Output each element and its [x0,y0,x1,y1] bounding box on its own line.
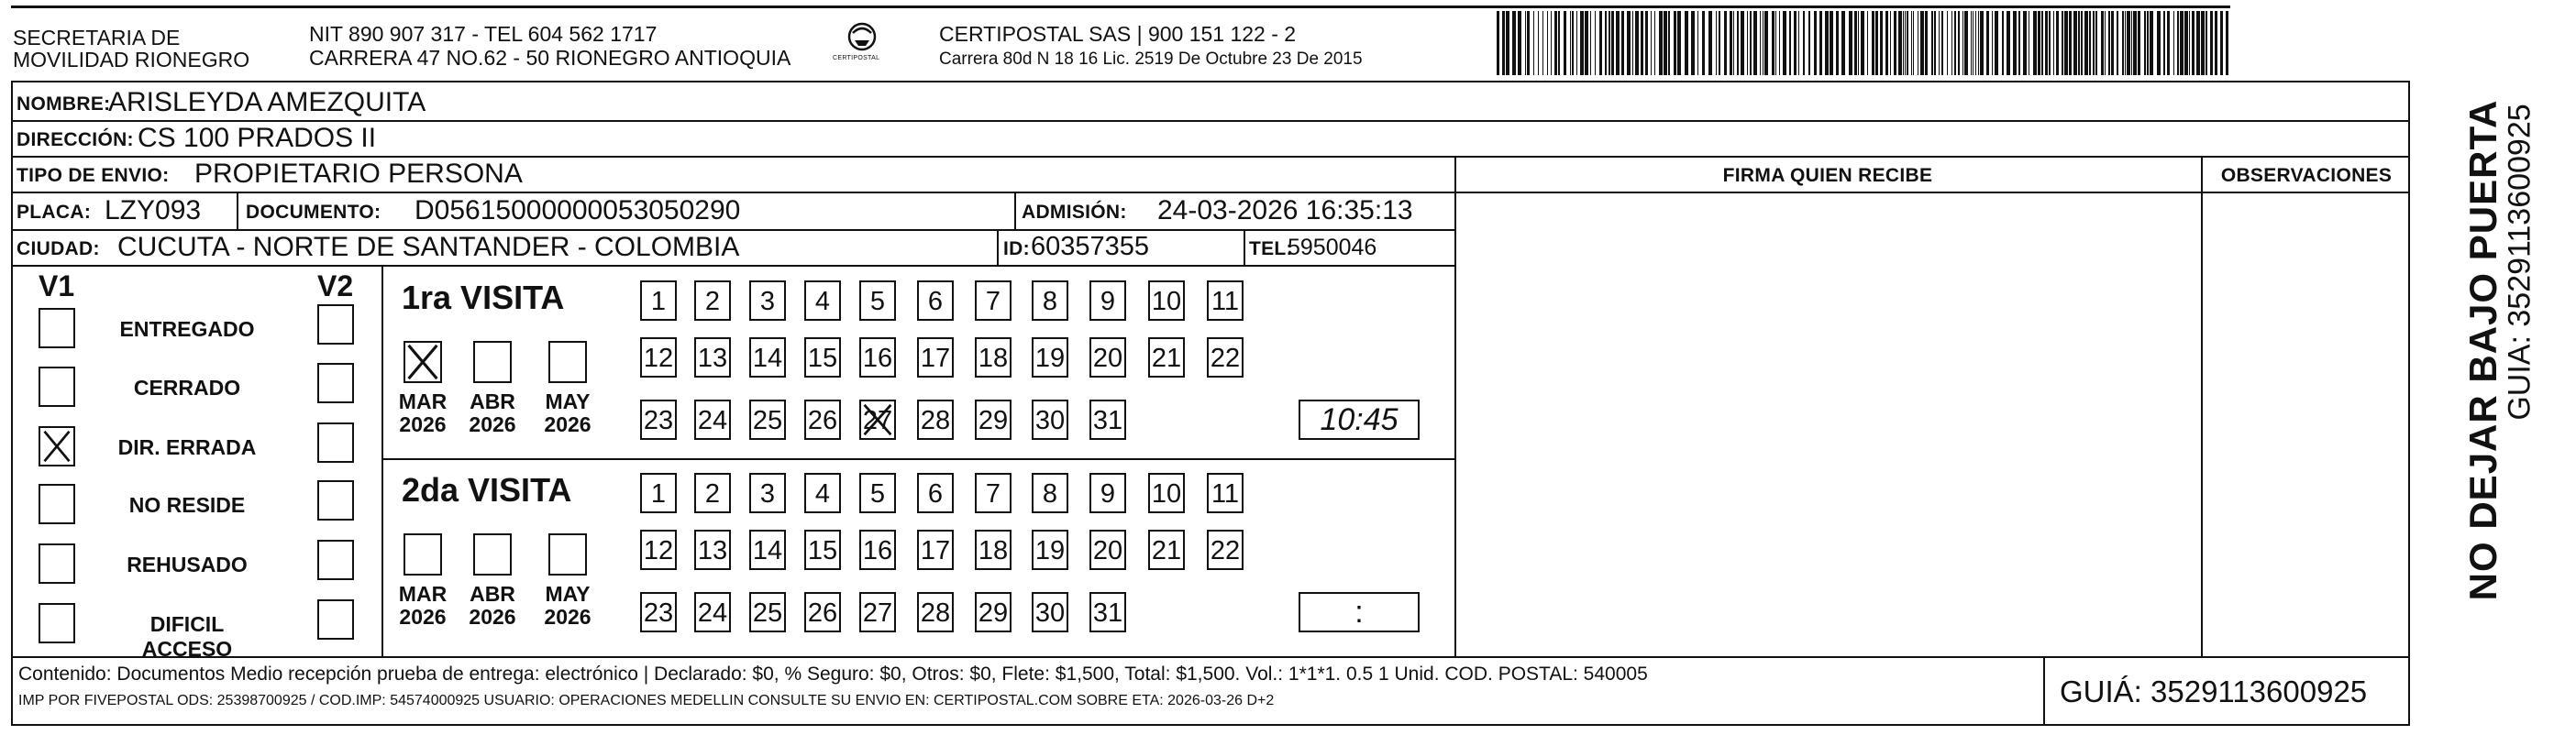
day-number: 27 [862,406,893,435]
day-box[interactable]: 30 [1032,400,1068,440]
month-label [460,583,525,629]
day-box[interactable]: 2 [694,280,731,321]
carrier-license: Carrera 80d N 18 16 Lic. 2519 De Octubre 23 De 2015 [939,49,1363,69]
visit-divider [381,458,1456,460]
issuer-line-1: SECRETARIA DE [13,26,181,49]
footer-guia-box: GUIÁ: 3529113600925 [2060,675,2368,708]
v1-checkbox[interactable] [39,308,75,348]
day-box[interactable]: 16 [859,337,896,378]
day-box[interactable]: 8 [1032,280,1068,321]
month-year: 2026 [469,412,516,436]
row-rule [11,265,1456,267]
admision-label: ADMISIÓN: [1022,202,1127,223]
obs-left-rule [2201,156,2203,656]
tel-label: TEL: [1249,238,1293,259]
day-box[interactable]: 14 [749,337,786,378]
day-box[interactable]: 6 [917,280,954,321]
day-box[interactable]: 12 [640,337,677,378]
day-box[interactable]: 26 [804,400,841,440]
month-year: 2026 [399,605,447,629]
month-label [460,390,525,436]
row-rule [11,156,2410,158]
row-rule [11,192,1456,193]
day-box[interactable]: 28 [917,400,954,440]
nit-line: NIT 890 907 317 - TEL 604 562 1717 [309,22,658,46]
v2-checkbox[interactable] [317,363,354,403]
day-box[interactable]: 14 [749,530,786,570]
day-box[interactable]: 11 [1207,473,1244,513]
day-box[interactable]: 19 [1032,530,1068,570]
day-box[interactable]: 11 [1207,280,1244,321]
tel-value: 5950046 [1288,235,1377,260]
month-label [536,390,600,436]
day-box[interactable]: 23 [640,400,677,440]
address-line: CARRERA 47 NO.62 - 50 RIONEGRO ANTIOQUIA [309,46,791,70]
month-year: 2026 [399,412,447,436]
month-checkbox[interactable] [473,533,512,576]
day-mark [861,401,894,438]
day-box[interactable]: 1 [640,473,677,513]
top-rule [11,5,2230,8]
nombre-label: NOMBRE: [17,93,111,115]
v1-checkbox[interactable] [39,426,75,466]
day-box[interactable]: 20 [1089,530,1126,570]
day-box[interactable]: 18 [975,337,1012,378]
footer-imp-line: IMP POR FIVEPOSTAL ODS: 25398700925 / COD.IMP: 54574000925 USUARIO: OPERACIONES MEDELLIN CONSULTE SU ENVIO EN: CERTIPOSTAL.COM SOBRE ETA: 2026-03-26 D+2 [18,693,1275,708]
month-checkbox[interactable] [548,341,587,383]
day-box[interactable]: 23 [640,592,677,632]
v2-checkbox[interactable] [317,304,354,345]
v2-label: V2 [317,269,354,302]
id-value: 60357355 [1031,232,1150,261]
day-box[interactable]: 5 [859,473,896,513]
certipostal-logo [831,20,893,71]
day-box[interactable]: 17 [917,337,954,378]
visit-title: 2da VISITA [402,471,572,509]
day-box[interactable]: 3 [749,473,786,513]
v1-checkbox[interactable] [39,367,75,407]
day-box[interactable]: 1 [640,280,677,321]
month-checkbox[interactable] [404,533,442,576]
id-label: ID: [1003,238,1030,259]
month-checkbox[interactable] [404,341,442,383]
v1-checkbox[interactable] [39,484,75,524]
day-box[interactable]: 21 [1148,530,1185,570]
day-box[interactable]: 15 [804,530,841,570]
col-rule [237,192,238,229]
status-label: DIFICIL ACCESO [141,612,233,661]
time-box[interactable]: : [1299,592,1420,632]
right-panel-header-rule [1454,192,2410,193]
day-box[interactable]: 7 [975,280,1012,321]
admision-value: 24-03-2026 16:35:13 [1157,195,1413,225]
status-label: ENTREGADO [119,317,255,341]
day-box[interactable]: 4 [804,280,841,321]
day-box[interactable]: 9 [1089,280,1126,321]
tipo-envio-label: TIPO DE ENVIO: [17,165,170,186]
day-box[interactable]: 8 [1032,473,1068,513]
month-label [391,390,455,436]
day-box[interactable]: 13 [694,530,731,570]
ciudad-label: CIUDAD: [17,238,100,259]
status-label: CERRADO [133,376,241,400]
month-year: 2026 [469,605,516,629]
month-name: MAR [398,389,448,413]
direccion-value: CS 100 PRADOS II [138,123,377,153]
tipo-envio-value: PROPIETARIO PERSONA [194,159,523,189]
day-box[interactable]: 6 [917,473,954,513]
documento-value: D05615000000053050290 [415,195,741,225]
carrier-line: CERTIPOSTAL SAS | 900 151 122 - 2 [939,22,1297,46]
month-checkbox[interactable] [473,341,512,383]
day-box[interactable]: 21 [1148,337,1185,378]
v2-checkbox[interactable] [317,599,354,640]
v1-checkbox[interactable] [39,603,75,643]
day-box[interactable]: 13 [694,337,731,378]
status-label: NO RESIDE [128,493,246,517]
day-box[interactable]: 4 [804,473,841,513]
day-box[interactable]: 15 [804,337,841,378]
v2-checkbox[interactable] [317,540,354,580]
observaciones-header: OBSERVACIONES [2220,165,2393,186]
day-box[interactable]: 17 [917,530,954,570]
day-box[interactable]: 18 [975,530,1012,570]
day-box[interactable]: 10 [1148,280,1185,321]
day-box[interactable]: 27 [859,592,896,632]
issuer-line-2: MOVILIDAD RIONEGRO [13,48,250,71]
status-label: DIR. ERRADA [117,435,257,459]
placa-value: LZY093 [105,195,202,225]
day-box[interactable]: 20 [1089,337,1126,378]
day-box[interactable]: 19 [1032,337,1068,378]
day-box[interactable]: 3 [749,280,786,321]
day-box[interactable]: 26 [804,592,841,632]
day-box[interactable]: 12 [640,530,677,570]
month-label [391,583,455,629]
col-rule [1014,192,1016,229]
day-box[interactable] [859,400,896,440]
day-box[interactable]: 25 [749,400,786,440]
day-box[interactable]: 7 [975,473,1012,513]
no-dejar-bajo-puerta: NO DEJAR BAJO PUERTA [2461,99,2504,601]
v2-checkbox[interactable] [317,422,354,463]
day-box[interactable]: 25 [749,592,786,632]
day-box[interactable]: 16 [859,530,896,570]
v1-checkbox[interactable] [39,543,75,584]
month-year: 2026 [544,412,591,436]
row-rule [11,120,2410,122]
month-name: ABR [470,582,515,606]
v1-label: V1 [39,269,75,302]
day-box[interactable]: 31 [1089,592,1126,632]
day-box[interactable]: 9 [1089,473,1126,513]
day-box[interactable]: 10 [1148,473,1185,513]
month-checkbox[interactable] [548,533,587,576]
day-box[interactable]: 22 [1207,337,1244,378]
day-box[interactable]: 24 [694,400,731,440]
footer-contenido: Contenido: Documentos Medio recepción prueba de entrega: electrónico | Declarado: $0, % Seguro: $0, Otros: $0, Flete: $1,500, Total: $1,500. Vol.: 1*1*1. 0.5 1 Unid. COD. POSTAL: 540005 [18,664,1648,685]
month-label [536,583,600,629]
logo-text: CERTIPOSTAL [833,55,880,61]
day-box[interactable]: 2 [694,473,731,513]
documento-label: DOCUMENTO: [246,202,381,223]
month-year: 2026 [544,605,591,629]
row-rule [11,229,1456,231]
day-box[interactable]: 28 [917,592,954,632]
month-name: MAY [545,389,591,413]
side-guia: GUIA: 3529113600925 [2502,104,2537,421]
day-box[interactable]: 31 [1089,400,1126,440]
day-box[interactable]: 30 [1032,592,1068,632]
placa-label: PLACA: [17,202,92,223]
firma-left-rule [1454,156,1456,656]
month-name: MAR [398,582,448,606]
time-box[interactable]: 10:45 [1299,400,1420,440]
day-box[interactable]: 5 [859,280,896,321]
day-box[interactable]: 24 [694,592,731,632]
day-box[interactable]: 29 [975,400,1012,440]
status-label: REHUSADO [127,553,248,576]
visit-title: 1ra VISITA [402,279,565,316]
month-name: MAY [545,582,591,606]
nombre-value: ARISLEYDA AMEZQUITA [108,87,426,117]
month-name: ABR [470,389,515,413]
v2-checkbox[interactable] [317,480,354,521]
col-rule [1244,229,1245,265]
ciudad-value: CUCUTA - NORTE DE SANTANDER - COLOMBIA [117,232,740,262]
status-divider [381,265,383,656]
direccion-label: DIRECCIÓN: [17,129,134,150]
firma-header: FIRMA QUIEN RECIBE [1722,165,1933,186]
col-rule [997,229,999,265]
day-box[interactable]: 29 [975,592,1012,632]
day-box[interactable]: 22 [1207,530,1244,570]
barcode [1497,11,2232,75]
